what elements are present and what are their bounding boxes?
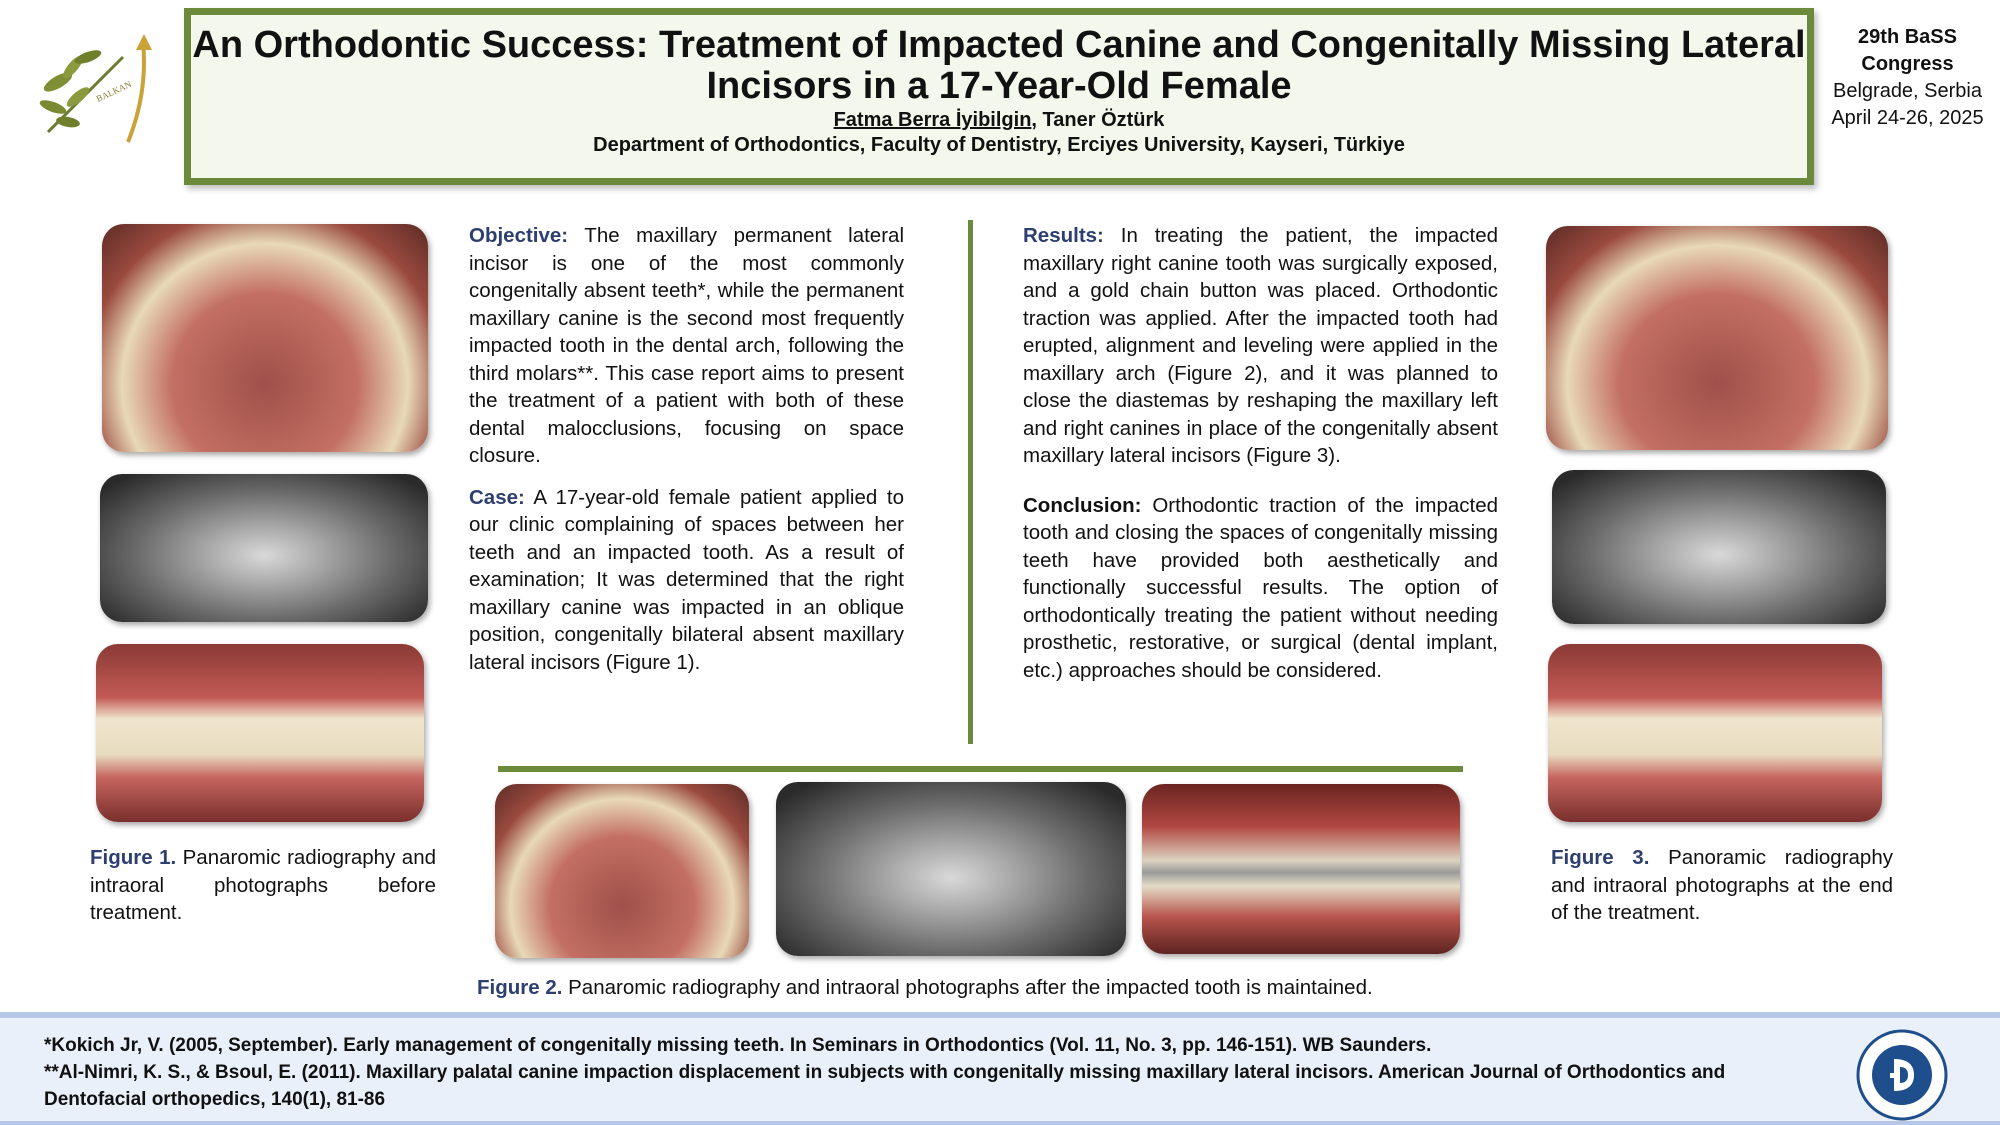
objective-label: Objective: <box>469 224 569 247</box>
co-author: , Taner Öztürk <box>1031 109 1165 131</box>
fig2-panoramic-xray <box>776 782 1126 956</box>
fig1-occlusal-photo <box>102 224 428 452</box>
poster-title-box <box>184 8 1814 185</box>
fig3-frontal-photo <box>1548 644 1882 822</box>
fig1-frontal-photo <box>96 644 424 822</box>
congress-name: 29th BaSS <box>1858 26 1957 48</box>
figure-2-caption <box>477 974 1517 1002</box>
reference-2: **Al-Nimri, K. S., & Bsoul, E. (2011). Maxillary palatal canine impaction displacement in subjects with congenitally missing maxillary lateral incisors. American Journal of Orthodontics and Dentofacial orthopedics, 140(1), 81-86 <box>44 1062 1726 1110</box>
right-text-column <box>1023 222 1498 698</box>
left-text-column <box>469 222 904 690</box>
case-label: Case: <box>469 485 525 509</box>
figure-3-text: Panoramic radiography and intraoral photographs at the end of the treatment. <box>1551 846 1893 924</box>
objective-paragraph <box>469 222 904 470</box>
figure-2-text: Panaromic radiography and intraoral photographs after the impacted tooth is maintained. <box>562 976 1373 999</box>
authors <box>191 108 1807 132</box>
congress-info <box>1820 24 1995 132</box>
presenting-author: Fatma Berra İyibilgin <box>833 109 1032 131</box>
reference-1: *Kokich Jr, V. (2005, September). Early management of congenitally missing teeth. In Seminars in Orthodontics (Vol. 11, No. 3, pp. 146-151). WB Saunders. <box>44 1035 1432 1056</box>
conclusion-text: Orthodontic traction of the impacted tooth and closing the spaces of congenitally missing teeth have provided both aesthetically and functionally successful results. The option of orthodontically treating the patient without needing prosthetic, restorative, or surgical (dental implant, etc.) approaches should be considered. <box>1023 493 1498 682</box>
conclusion-paragraph <box>1023 492 1498 685</box>
results-label: Results: <box>1023 224 1104 247</box>
figure-2-label: Figure 2. <box>477 976 563 999</box>
figure-3-caption <box>1551 844 1893 927</box>
conclusion-label: Conclusion: <box>1023 493 1142 517</box>
congress-dates: April 24-26, 2025 <box>1831 107 1984 129</box>
column-divider <box>968 220 973 744</box>
poster-title: An Orthodontic Success: Treatment of Impacted Canine and Congenitally Missing Lateral Incisors in a 17-Year-Old Female <box>192 24 1806 107</box>
results-text: In treating the patient, the impacted maxillary right canine tooth was surgically exposed, and a gold chain button was placed. Orthodontic traction was applied. After the impacted tooth had erupted, alignment and leveling were applied in the maxillary arch (Figure 2), and it was planned to close the diastemas by reshaping the maxillary left and right canines in place of the congenitally absent maxillary lateral incisors (Figure 3). <box>1023 224 1498 467</box>
fig3-occlusal-photo <box>1546 226 1888 450</box>
fig1-panoramic-xray <box>100 474 428 622</box>
case-paragraph <box>469 484 904 677</box>
objective-text: The maxillary permanent lateral incisor is one of the most commonly congenitally absent teeth*, while the permanent maxillary canine is the second most frequently impacted tooth in the dental arch, following the third molars**. This case report aims to present the treatment of a patient with both of these dental malocclusions, focusing on space closure. <box>469 224 904 467</box>
fig3-panoramic-xray <box>1552 470 1886 624</box>
figure-1-caption <box>90 844 436 927</box>
svg-text:BALKAN: BALKAN <box>94 78 133 104</box>
congress-location: Belgrade, Serbia <box>1833 80 1982 102</box>
fig2-braces-photo <box>1142 784 1460 954</box>
congress-word: Congress <box>1861 53 1954 75</box>
figure-2-divider <box>498 766 1463 772</box>
erciyes-university-logo <box>1856 1029 1948 1121</box>
affiliation: Department of Orthodontics, Faculty of Dentistry, Erciyes University, Kayseri, Türkiye <box>593 134 1405 156</box>
figure-1-text: Panaromic radiography and intraoral photographs before treatment. <box>90 846 436 924</box>
figure-3-label: Figure 3. <box>1551 846 1650 869</box>
case-text: A 17-year-old female patient applied to our clinic complaining of spaces between her teeth and an impacted tooth. As a result of examination; It was determined that the right maxillary canine was impacted in an oblique position, congenitally bilateral absent maxillary lateral incisors (Figure 1). <box>469 485 904 674</box>
references-list <box>44 1032 1804 1113</box>
figure-1-label: Figure 1. <box>90 846 177 869</box>
fig2-occlusal-photo <box>495 784 749 958</box>
results-paragraph <box>1023 222 1498 470</box>
references-footer <box>0 1012 2000 1125</box>
balkan-society-logo <box>28 22 178 152</box>
